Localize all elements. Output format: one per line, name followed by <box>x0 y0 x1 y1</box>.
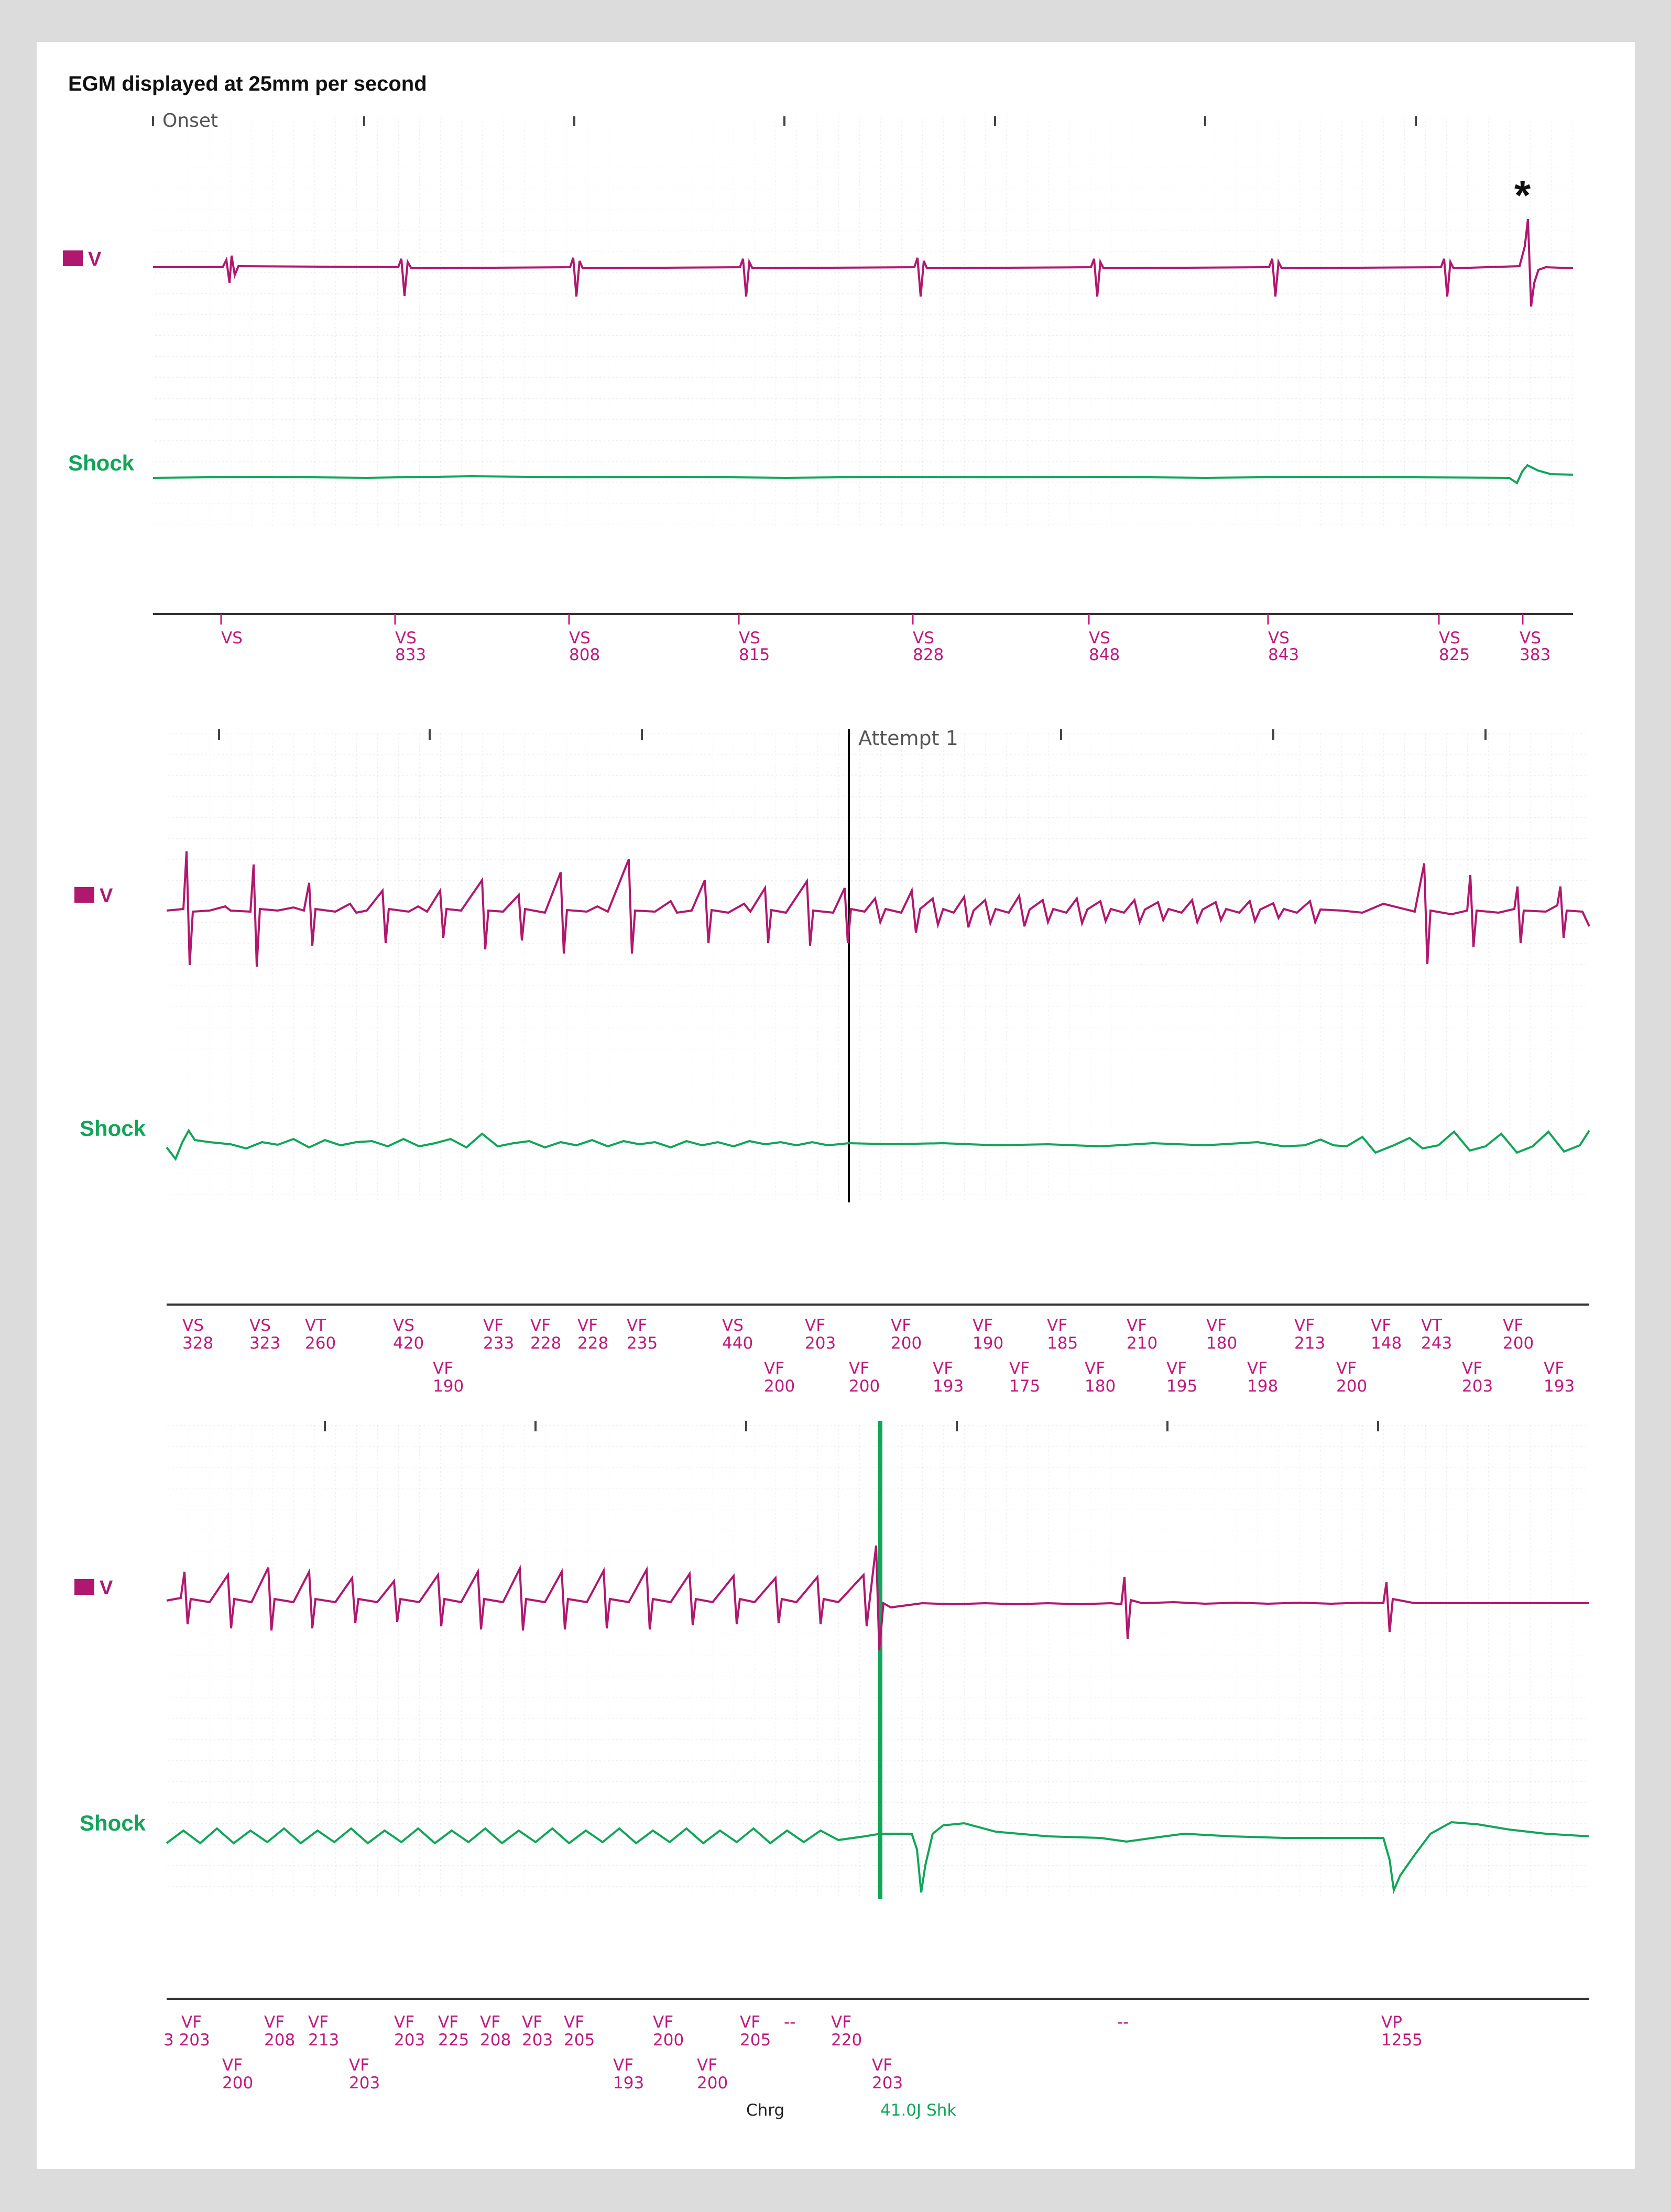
marker-value: 205 <box>740 2031 771 2050</box>
marker-value: 203 <box>1462 1377 1493 1396</box>
marker-label: VF <box>627 1316 648 1335</box>
marker-value: -- <box>1117 2013 1129 2032</box>
v-channel-label: V <box>100 885 113 907</box>
marker-value: 200 <box>222 2074 254 2093</box>
marker-value: 220 <box>831 2031 862 2050</box>
marker-label: VF <box>1371 1316 1392 1335</box>
marker-value: 420 <box>393 1334 424 1353</box>
marker-value: 185 <box>1047 1334 1078 1353</box>
marker-label: VF <box>564 2013 585 2032</box>
marker-label: VF <box>872 2056 893 2075</box>
marker-label: VS <box>913 629 934 648</box>
strip-1-marker-ticks <box>221 614 1523 625</box>
marker-value: 228 <box>577 1334 609 1353</box>
marker-label: VF <box>1085 1359 1106 1378</box>
marker-label: VF <box>394 2013 415 2032</box>
marker-value: 200 <box>653 2031 684 2050</box>
marker-value: 203 <box>394 2031 425 2050</box>
page-title: EGM displayed at 25mm per second <box>68 72 427 95</box>
marker-value: 225 <box>438 2031 469 2050</box>
marker-label: VS <box>1268 629 1290 648</box>
marker-value: 193 <box>933 1377 964 1396</box>
marker-label: VF <box>1462 1359 1483 1378</box>
strip-3-grid <box>167 1422 1589 1899</box>
marker-value: 243 <box>1421 1334 1452 1353</box>
strip-1 <box>63 110 1573 664</box>
marker-label: VS <box>182 1316 204 1335</box>
marker-value: 148 <box>1371 1334 1402 1353</box>
marker-value: 383 <box>1520 645 1551 664</box>
marker-value: 843 <box>1268 645 1299 664</box>
marker-value: 195 <box>1166 1377 1198 1396</box>
marker-value: 808 <box>569 645 600 664</box>
marker-label: VF <box>1127 1316 1148 1335</box>
marker-label: VS <box>393 1316 414 1335</box>
shock-energy-annotation: 41.0J Shk <box>880 2101 957 2120</box>
marker-value: 3 203 <box>163 2031 210 2050</box>
marker-value: 828 <box>913 645 944 664</box>
marker-value: 210 <box>1127 1334 1158 1353</box>
v-channel-swatch <box>63 250 83 266</box>
marker-label: VS <box>221 629 243 648</box>
marker-value: 208 <box>264 2031 296 2050</box>
strip-2 <box>74 727 1589 1396</box>
marker-value: 193 <box>613 2074 645 2093</box>
marker-label: VS <box>739 629 760 648</box>
marker-value: 180 <box>1206 1334 1238 1353</box>
marker-label: VF <box>480 2013 501 2032</box>
marker-label: VF <box>849 1359 870 1378</box>
marker-value: 180 <box>1085 1377 1116 1396</box>
marker-label: VF <box>1047 1316 1068 1335</box>
marker-label: VS <box>569 629 591 648</box>
marker-label: VF <box>1206 1316 1227 1335</box>
marker-value: 190 <box>433 1377 464 1396</box>
marker-value: 203 <box>805 1334 836 1353</box>
strip-2-markers <box>182 1316 1575 1396</box>
marker-label: VF <box>805 1316 826 1335</box>
v-channel-swatch <box>74 1579 94 1595</box>
event-label-attempt-1: Attempt 1 <box>858 727 958 750</box>
strip-3-markers <box>163 2013 1423 2093</box>
marker-value: 200 <box>697 2074 728 2093</box>
marker-label: VF <box>438 2013 459 2032</box>
strip-1-markers <box>221 629 1550 664</box>
marker-label: VS <box>1520 629 1541 648</box>
marker-value: 205 <box>564 2031 595 2050</box>
marker-value: 193 <box>1544 1377 1575 1396</box>
strip-1-grid <box>153 118 1573 527</box>
marker-value: 815 <box>739 645 770 664</box>
marker-label: VP <box>1381 2013 1402 2032</box>
marker-label: VT <box>305 1316 326 1335</box>
marker-value: 833 <box>395 645 427 664</box>
marker-label: VF <box>1294 1316 1315 1335</box>
marker-value: 203 <box>349 2074 380 2093</box>
marker-value: 200 <box>1503 1334 1534 1353</box>
marker-value: 200 <box>764 1377 795 1396</box>
strip-2-grid <box>167 731 1589 1202</box>
v-channel-label: V <box>100 1577 113 1599</box>
marker-value: 213 <box>308 2031 340 2050</box>
marker-value: 200 <box>891 1334 922 1353</box>
marker-label: VF <box>349 2056 370 2075</box>
marker-value: 190 <box>973 1334 1004 1353</box>
marker-value: 203 <box>522 2031 553 2050</box>
marker-value: 208 <box>480 2031 511 2050</box>
marker-value: 175 <box>1009 1377 1041 1396</box>
marker-label: VF <box>530 1316 551 1335</box>
marker-value: 328 <box>182 1334 214 1353</box>
marker-label: VS <box>395 629 417 648</box>
marker-label: VF <box>1544 1359 1565 1378</box>
marker-label: VS <box>722 1316 744 1335</box>
marker-label: VF <box>1166 1359 1187 1378</box>
asterisk-marker: * <box>1514 172 1531 218</box>
marker-value: 1255 <box>1381 2031 1423 2050</box>
marker-label: VF <box>933 1359 954 1378</box>
v-channel-label: V <box>88 248 102 270</box>
v-channel-swatch <box>74 887 94 903</box>
marker-label: VF <box>483 1316 504 1335</box>
marker-label: VF <box>697 2056 718 2075</box>
marker-value: 198 <box>1247 1377 1279 1396</box>
shock-channel-label: Shock <box>68 451 135 475</box>
marker-label: VS <box>249 1316 271 1335</box>
marker-label: VF <box>433 1359 454 1378</box>
marker-value: 203 <box>872 2074 903 2093</box>
marker-value: 200 <box>1336 1377 1368 1396</box>
marker-value: 323 <box>249 1334 281 1353</box>
charge-annotation: Chrg <box>746 2101 785 2120</box>
marker-value: 200 <box>849 1377 880 1396</box>
marker-label: VF <box>181 2013 202 2032</box>
shock-channel-label: Shock <box>80 1811 146 1835</box>
marker-label: VF <box>613 2056 634 2075</box>
marker-label: VF <box>1247 1359 1268 1378</box>
marker-value: 235 <box>627 1334 658 1353</box>
marker-label: VT <box>1421 1316 1443 1335</box>
marker-value: 260 <box>305 1334 336 1353</box>
marker-label: VF <box>522 2013 543 2032</box>
marker-label: VS <box>1439 629 1460 648</box>
marker-label: VF <box>891 1316 912 1335</box>
marker-label: VF <box>740 2013 761 2032</box>
marker-label: VF <box>222 2056 243 2075</box>
marker-label: VF <box>653 2013 674 2032</box>
marker-value: 848 <box>1089 645 1120 664</box>
strip-3 <box>74 1421 1589 2120</box>
marker-label: VF <box>764 1359 785 1378</box>
marker-value: 213 <box>1294 1334 1326 1353</box>
marker-label: VF <box>308 2013 329 2032</box>
marker-label: VF <box>973 1316 993 1335</box>
shock-channel-label: Shock <box>80 1116 146 1141</box>
marker-value: 440 <box>722 1334 753 1353</box>
marker-label: VS <box>1089 629 1110 648</box>
marker-label: VF <box>1336 1359 1357 1378</box>
marker-value: 233 <box>483 1334 515 1353</box>
marker-label: VF <box>1009 1359 1030 1378</box>
marker-label: VF <box>1503 1316 1524 1335</box>
marker-label: VF <box>577 1316 598 1335</box>
marker-label: VF <box>831 2013 852 2032</box>
marker-value: 228 <box>530 1334 562 1353</box>
marker-value: 825 <box>1439 645 1470 664</box>
marker-label: VF <box>264 2013 285 2032</box>
marker-value: -- <box>784 2013 796 2032</box>
event-label-onset: Onset <box>162 110 219 132</box>
